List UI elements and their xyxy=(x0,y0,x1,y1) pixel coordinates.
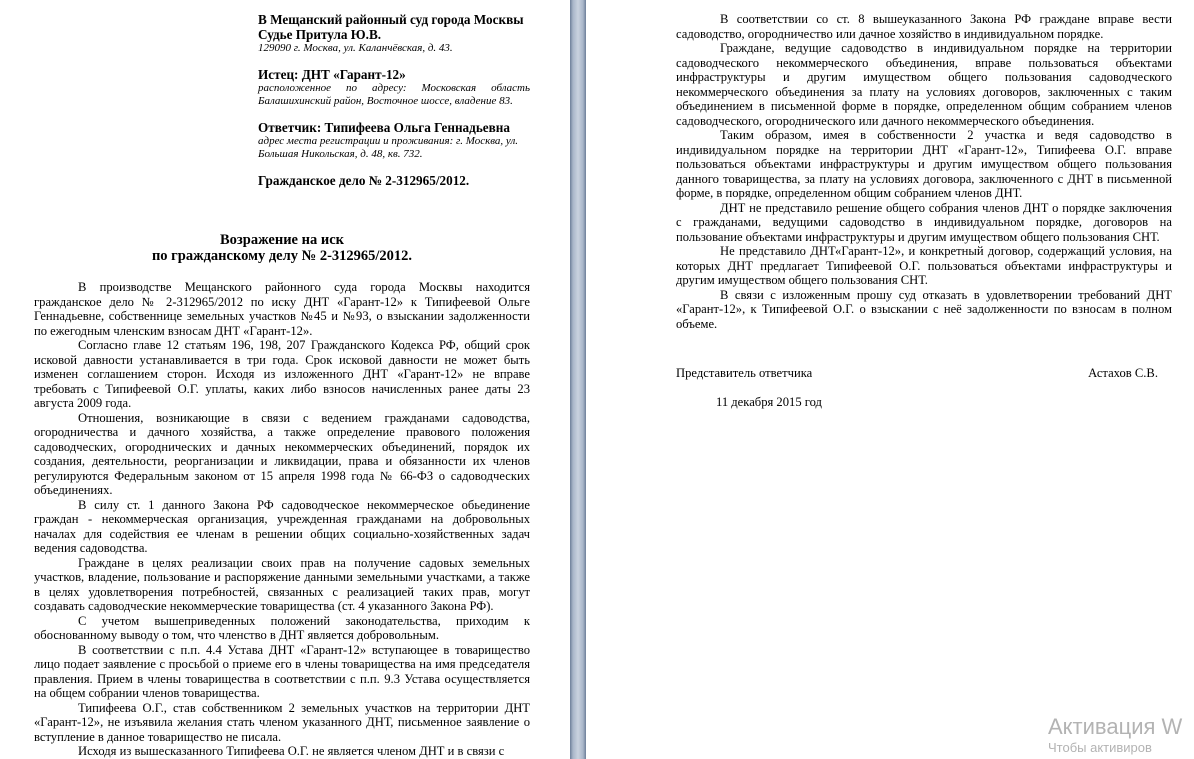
court-address: 129090 г. Москва, ул. Каланчёвская, д. 43. xyxy=(258,42,453,54)
paragraph: В соответствии с п.п. 4.4 Устава ДНТ «Гарант-12» вступающее в товарищество лицо подает заявление с просьбой о приеме его в члены товарищества на имя председателя правления. Прием в члены товарищества в соответствии с п.п. 9.3 Устава осуществляется на общем собрании членов товарищества. xyxy=(34,642,530,700)
watermark-title: Активация W xyxy=(1048,714,1183,739)
paragraph: В связи с изложенным прошу суд отказать в удовлетворении требований ДНТ «Гарант-12», к Типифеевой О.Г. о взыскании с неё задолженности по взносам в полном объеме. xyxy=(676,287,1172,331)
paragraph: В силу ст. 1 данного Закона РФ садоводческое некоммерческое обьединение граждан - некоммерческая организация, учрежденная гражданами на добровольных началах для содействия ее членам в решении общих социально-хозяйственных задач ведения садоводства. xyxy=(34,497,530,555)
document-page-right xyxy=(586,0,1194,759)
page-right-content xyxy=(676,12,1172,409)
court-name: В Мещанский районный суд города Москвы xyxy=(258,12,524,27)
paragraph: В соответствии со ст. 8 вышеуказанного Закона РФ граждане вправе вести садоводство, огородничество или дачное хозяйство в индивидуальном порядке. xyxy=(676,12,1172,41)
paragraph: Исходя из вышесказанного Типифеева О.Г. не является членом ДНТ и в связи с xyxy=(78,744,505,758)
paragraph: Не представило ДНТ«Гарант-12», и конкретный договор, содержащий условия, на которых ДНТ предлагает Типифеевой О.Г. пользоваться объектами инфраструктуры и другим имуществом общего пользования СНТ. xyxy=(676,244,1172,287)
watermark-subtitle: Чтобы активиров xyxy=(1048,740,1152,755)
document-page-left xyxy=(0,0,570,759)
signature-role: Представитель ответчика xyxy=(676,366,813,380)
plaintiff-address: расположенное по адресу: Московская область Балашихинский район, Восточное шоссе, владение 83. xyxy=(258,82,530,107)
document-title: Возражение на иск xyxy=(220,232,344,248)
paragraph: В производстве Мещанского районного суда города Москвы находится гражданское дело № 2-312965/2012 по иску ДНТ «Гарант-12» к Типифеевой Ольге Геннадьевне, собственнице земельных участков №45 и №93, о взыскании задолженности по ежегодным членским взносам ДНТ «Гарант-12». xyxy=(34,280,530,338)
paragraph: Типифеева О.Г., став собственником 2 земельных участков на территории ДНТ «Гарант-12», не изъявила желания стать членом указанного ДНТ, письменное заявление о вступление в данное товарищество не писала. xyxy=(34,700,530,744)
paragraph: Таким образом, имея в собственности 2 участка и ведя садоводство в индивидуальном порядке на территории ДНТ «Гарант-12», Типифеева О.Г. вправе пользоваться объектами инфраструктуры и другим имуществом общего пользования данного товарищества, за плату на условиях договора, заключенного с ДНТ в письменной форме, в порядке, определенном общим собранием членов ДНТ. xyxy=(676,128,1172,200)
case-number: Гражданское дело № 2-312965/2012. xyxy=(258,173,470,188)
signature-line xyxy=(676,366,1172,381)
defendant-name: Ответчик: Типифеева Ольга Геннадьевна xyxy=(258,120,510,135)
plaintiff-name: Истец: ДНТ «Гарант-12» xyxy=(258,67,406,82)
document-date: 11 декабря 2015 год xyxy=(716,394,822,409)
page-gutter xyxy=(570,0,586,759)
document-subtitle: по гражданскому делу № 2-312965/2012. xyxy=(151,248,413,264)
addressee-block xyxy=(258,12,530,188)
page-left-content xyxy=(34,12,530,759)
paragraph: Граждане, ведущие садоводство в индивидуальном порядке на территории садоводческого некоммерческого объединения, вправе пользоваться объектами инфраструктуры и другим имуществом общего пользования садоводческого некоммерческого объединения за плату на условиях договоров, заключенных с таким объединением в письменной форме в порядке, определенном общим собранием членов садоводческого, огороднического или дачного некоммерческого объединения. xyxy=(676,41,1172,128)
signature-name: Астахов С.В. xyxy=(1088,366,1158,380)
paragraph: Граждане в целях реализации своих прав на получение садовых земельных участков, владение, пользование и распоряжение данными земельными участками, а также в целях удовлетворения потребностей, связанных с реализацией таких прав, могут создавать садоводческие некоммерческие товарищества (ст. 4 указанного Закона РФ). xyxy=(34,555,530,613)
paragraph: С учетом вышеприведенных положений законодательства, приходим к обоснованному выводу о том, что членство в ДНТ является добровольным. xyxy=(34,613,530,642)
paragraph: ДНТ не представило решение общего собрания членов ДНТ о порядке заключения с гражданами, ведущими садоводство в индивидуальном порядке, договоров на пользование объектами инфраструктуры и другим имуществом общего пользования СНТ. xyxy=(676,200,1172,244)
paragraph: Отношения, возникающие в связи с ведением гражданами садоводства, огородничества и дачного хозяйства, а также определение правового положения садоводческих, огороднических и дачных некоммерческих объединений, порядок их создания, деятельности, реорганизации и ликвидации, права и обязанности их членов регулируются Федеральным законом от 15 апреля 1998 года № 66-ФЗ о садоводческих объединениях. xyxy=(34,410,530,497)
judge-name: Судье Притула Ю.В. xyxy=(258,27,382,42)
defendant-address: адрес места регистрации и проживания: г. Москва, ул. Большая Никольская, д. 48, кв. 732. xyxy=(258,135,519,160)
paragraph: Согласно главе 12 статьям 196, 198, 207 Гражданского Кодекса РФ, общий срок исковой давности устанавливается в три года. Срок исковой давности не может быть изменен соглашением сторон. Исходя из изложенного ДНТ «Гарант-12» не вправе требовать с Типифеевой О.Г. уплаты, каких либо взносов начисленных ранее даты 23 августа 2009 года. xyxy=(34,338,530,410)
